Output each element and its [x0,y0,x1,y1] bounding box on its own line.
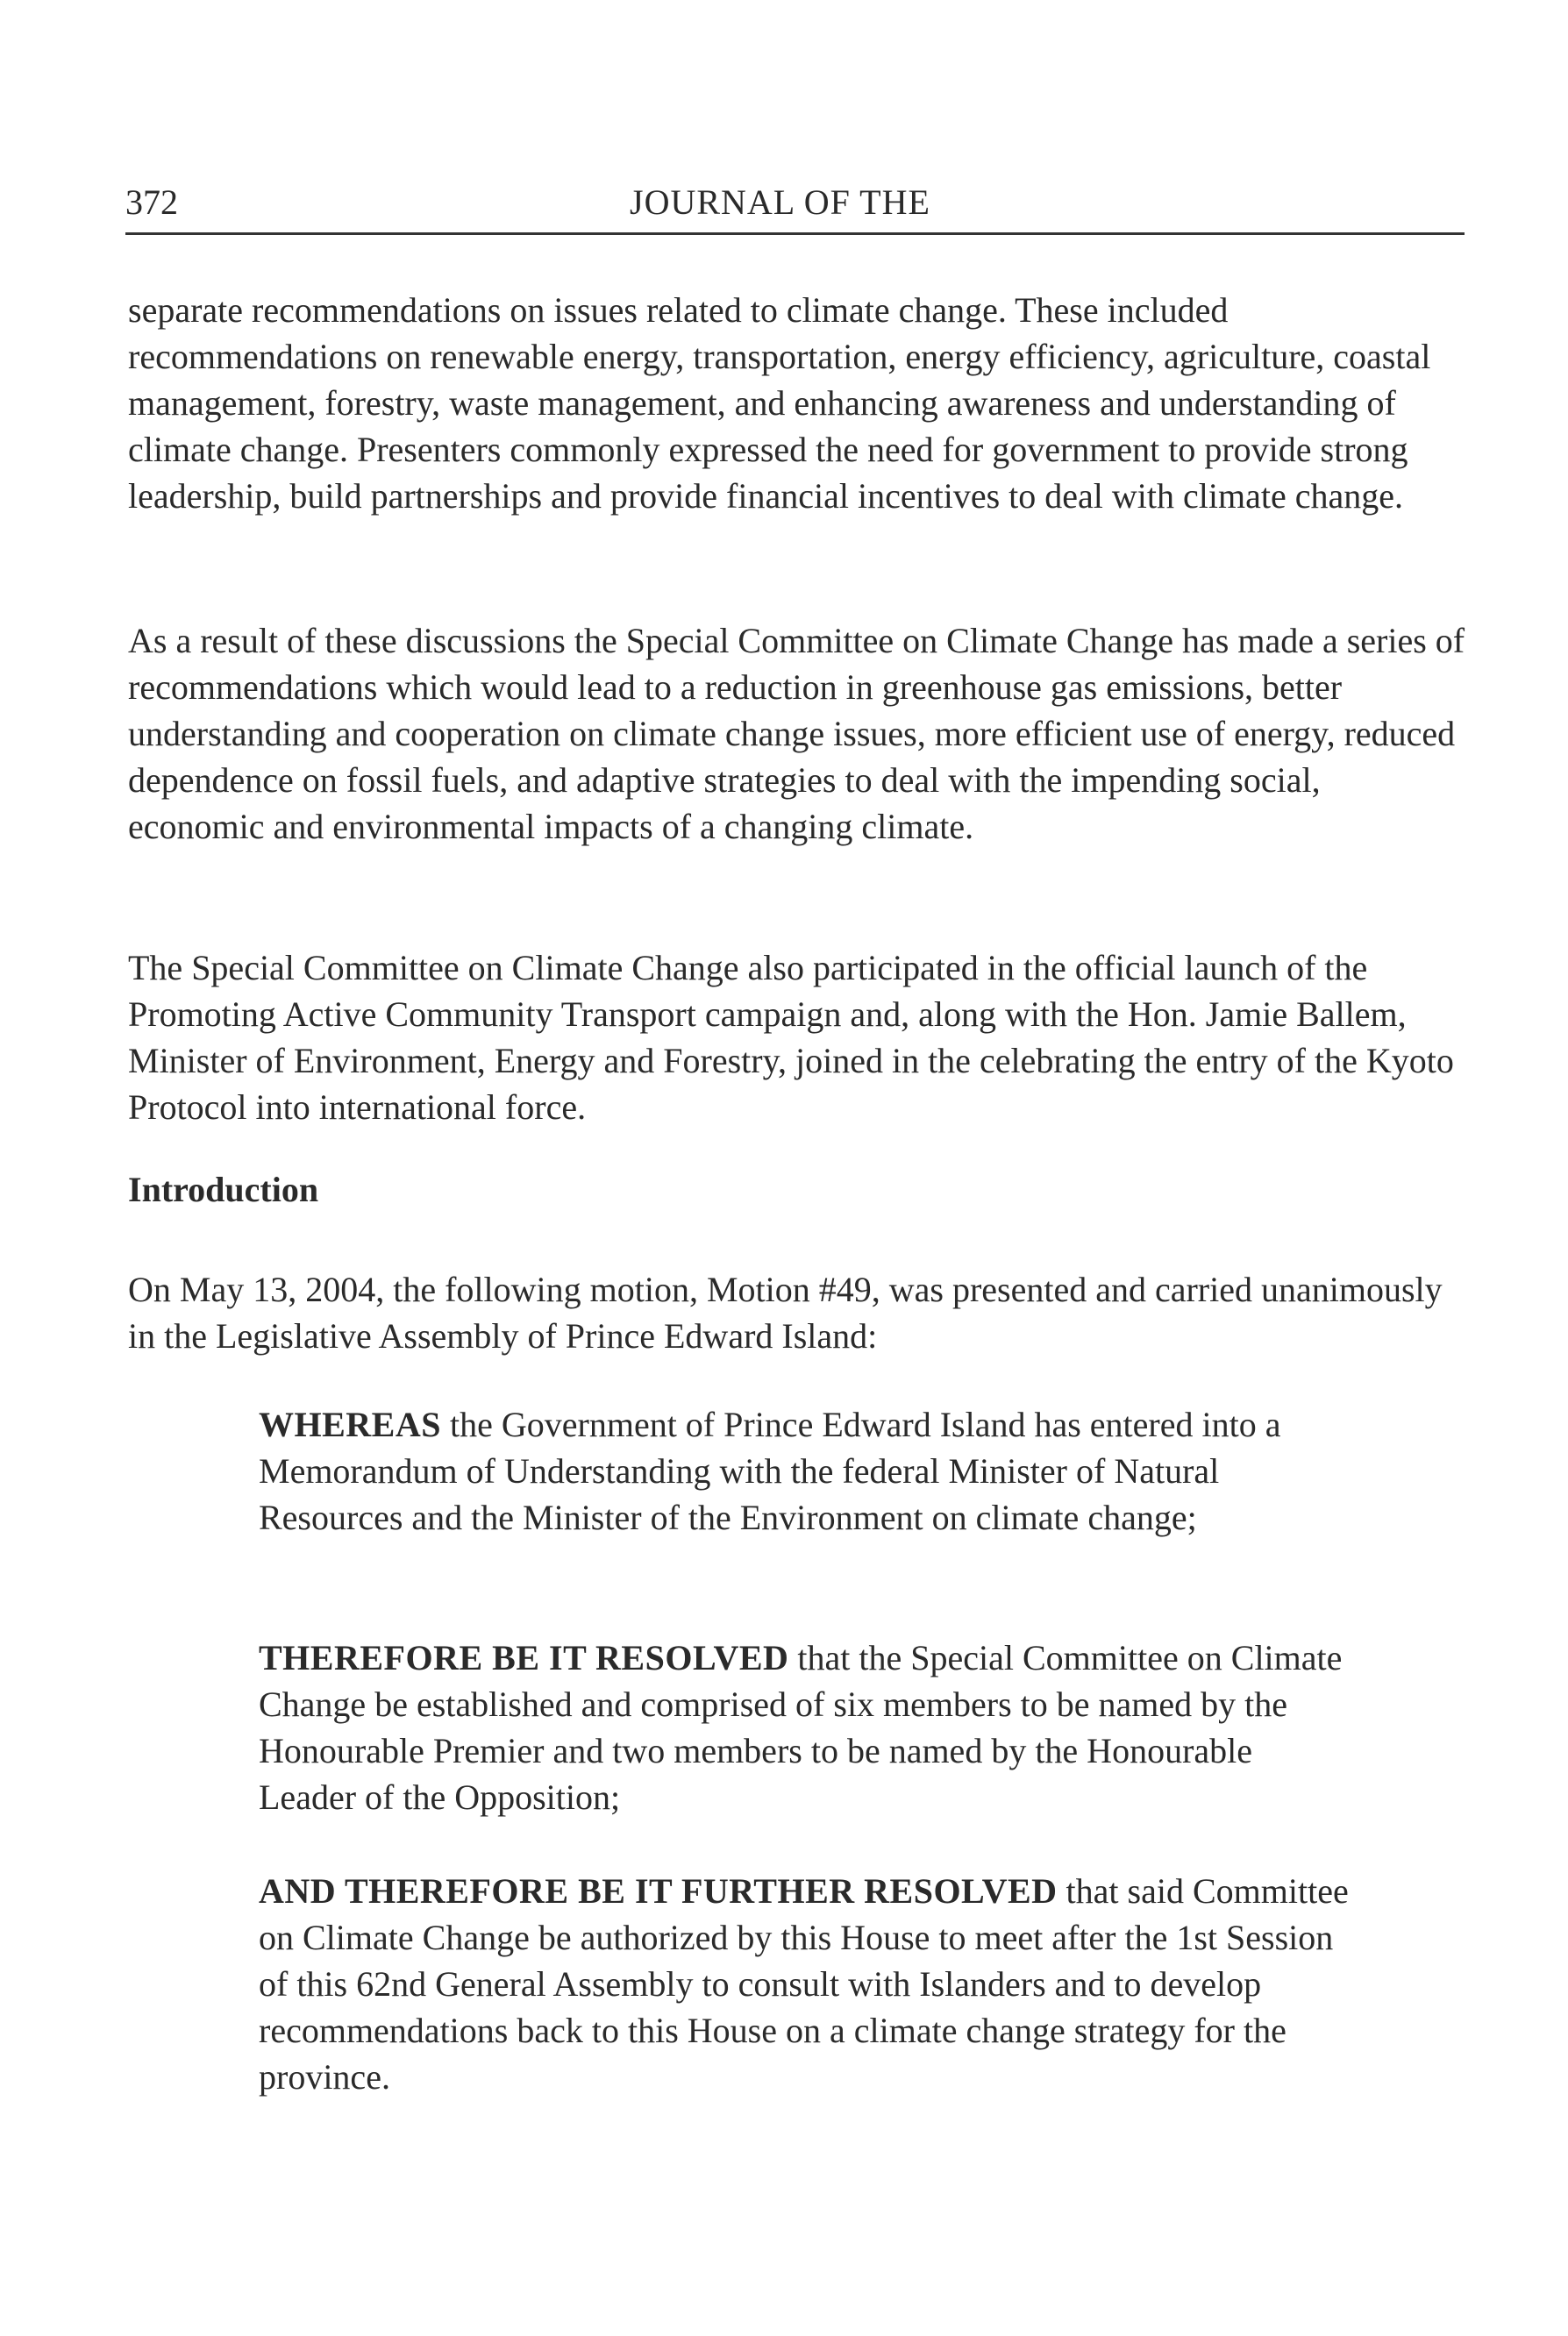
section-heading: Introduction [128,1170,319,1209]
journal-title: JOURNAL OF THE [630,182,930,222]
clause-lead: THEREFORE BE IT RESOLVED [259,1638,789,1677]
paragraph-participation: The Special Committee on Climate Change also participated in the official launch of the Promoting Active Community Transport campaign and, along with the Hon. Jamie Ballem, Minister of Environment, Energy and Forestry, joined in the celebrating the entry of the Kyoto Protocol into international force. [128,948,1454,1127]
motion-clause-whereas [259,1401,1351,1541]
paragraph-results: As a result of these discussions the Special Committee on Climate Change has made a series of recommendations which would lead to a reduction in greenhouse gas emissions, better understanding and cooperation on climate change issues, more efficient use of energy, reduced dependence on fossil fuels, and adaptive strategies to deal with the impending social, economic and environmental impacts of a changing climate. [128,621,1465,846]
clause-lead: AND THEREFORE BE IT FURTHER RESOLVED [259,1871,1058,1911]
clause-lead: WHEREAS [259,1405,441,1444]
running-header [125,180,1465,235]
paragraph-motion-intro: On May 13, 2004, the following motion, Motion #49, was presented and carried unanimously in the Legislative Assembly of Prince Edward Island: [128,1270,1443,1356]
paragraph-recommendations: separate recommendations on issues related to climate change. These included recommendations on renewable energy, transportation, energy efficiency, agriculture, coastal management, forestry, waste management, and enhancing awareness and understanding of climate change. Presenters commonly expressed the need for government to provide strong leadership, build partnerships and provide financial incentives to deal with climate change. [128,290,1431,516]
motion-clause-resolved [259,1634,1351,1820]
motion-clause-further-resolved [259,1868,1351,2100]
page-number: 372 [125,182,178,222]
clause-text: that said Committee on Climate Change be authorized by this House to meet after the 1st Session of this 62nd General Assembly to consult with Islanders and to develop recommendations back to this House on a climate change strategy for the province. [259,1871,1349,2097]
clause-text: the Government of Prince Edward Island has entered into a Memorandum of Understanding with the federal Minister of Natural Resources and the Minister of the Environment on climate change; [259,1405,1281,1537]
clause-text: that the Special Committee on Climate Change be established and comprised of six members to be named by the Honourable Premier and two members to be named by the Honourable Leader of the Opposition; [259,1638,1343,1817]
